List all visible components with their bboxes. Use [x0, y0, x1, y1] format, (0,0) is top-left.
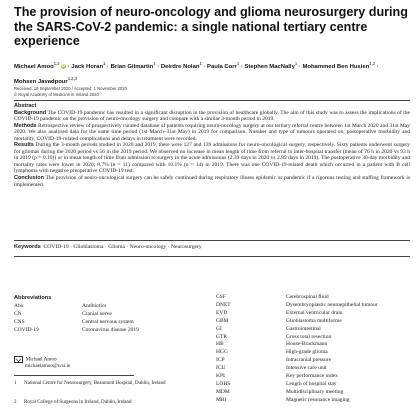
- abbreviation-term: CN: [14, 310, 22, 317]
- abbreviation-definition: Dysembryoplastic neuroepithelial tumour: [286, 301, 378, 308]
- author-affiliation-number: 1,2: [369, 61, 376, 66]
- abbreviation-definition: Gross total resection: [286, 333, 332, 340]
- divider-keywords-top: [14, 240, 410, 241]
- author[interactable]: [160, 61, 202, 70]
- author[interactable]: [110, 61, 156, 70]
- abbreviation-term: ICP: [216, 357, 225, 364]
- abbreviation-row: [216, 341, 378, 349]
- abstract-section-label: Results: [14, 142, 34, 149]
- correspondence-name: Michael Amoo: [25, 356, 57, 363]
- author-affiliation-number: 1: [103, 61, 106, 66]
- abstract-section: [14, 175, 410, 188]
- affiliation-text: Royal College of Surgeons in Ireland, Dublin, Ireland: [24, 400, 132, 405]
- author[interactable]: [302, 61, 376, 70]
- abstract-section-text: The COVID-19 pandemic has resulted in a significant disruption in the provision of healthcare globally. The aim of this study was to assess the implications of the COVID-19 pandemic on the provision of neuro-oncology surgery and compare with a similar 3-month period in 2019.: [14, 109, 410, 123]
- abbreviation-row: [216, 302, 378, 310]
- abstract-section-label: Methods: [14, 122, 37, 129]
- author-name[interactable]: Paula Corr: [207, 63, 237, 70]
- author-name[interactable]: Jack Horan: [71, 63, 104, 70]
- abstract-section-label: Background: [14, 109, 47, 116]
- abstract-section-label: Conclusion: [14, 175, 44, 182]
- article-dates: [14, 86, 127, 98]
- abbreviations-right-column: [216, 294, 378, 405]
- abbreviation-definition: Magnetic resonance imaging: [286, 396, 350, 403]
- abbreviation-row: [216, 294, 378, 302]
- abbreviation-definition: High-grade glioma: [286, 349, 328, 356]
- abbreviation-definition: External ventricular drain: [286, 309, 343, 316]
- keywords-label: Keywords: [14, 244, 41, 250]
- author-name[interactable]: Mohammed Ben Husien: [302, 63, 370, 70]
- abbreviation-definition: Intracranial pressure: [286, 357, 332, 364]
- author-affiliation-number: 1: [153, 61, 156, 66]
- keywords: [14, 244, 410, 251]
- abbreviation-term: MRI: [216, 396, 227, 403]
- abbreviation-term: ICU: [216, 365, 226, 372]
- abstract-section: [14, 110, 410, 123]
- abbreviation-term: Abx: [14, 303, 24, 309]
- abbreviation-term: CSF: [216, 294, 226, 300]
- abbreviation-row: [14, 311, 139, 319]
- abbreviation-definition: Cranial nerve: [82, 310, 112, 317]
- orcid-icon[interactable]: iD: [61, 63, 65, 68]
- abbreviation-row: [216, 397, 378, 405]
- keywords-list: COVID-19 · Glioblastoma · Glioma · Neuro-oncology · Neurosurgery: [43, 244, 202, 250]
- abstract-section-label: Abstract: [14, 103, 37, 109]
- abbreviation-definition: Coronavirus disease 2019: [82, 326, 139, 333]
- author[interactable]: [244, 61, 298, 70]
- abbreviation-row: [216, 357, 378, 365]
- author-affiliation-number: 1,2,3: [67, 75, 78, 81]
- abbreviation-definition: Length of hospital stay: [286, 380, 337, 387]
- keyword[interactable]: Neurosurgery: [170, 244, 202, 250]
- author-affiliation-number: 1: [236, 61, 240, 66]
- abbreviation-definition: House-Brackmann: [286, 341, 328, 348]
- author[interactable]: [71, 61, 106, 70]
- abbreviation-term: EVD: [216, 309, 228, 316]
- abbreviations-heading: Abbreviations: [14, 295, 52, 301]
- abbreviation-term: MDM: [216, 388, 230, 395]
- correspondence-email[interactable]: michaelamoo@rcsi.ie: [25, 363, 71, 370]
- abbreviation-row: [14, 303, 139, 311]
- keyword[interactable]: Glioma: [108, 244, 125, 250]
- abbreviation-row: [216, 349, 378, 357]
- abbreviation-row: [14, 319, 139, 327]
- affiliation-number: 1: [14, 381, 17, 386]
- abbreviation-definition: Glioblastoma multiforme: [286, 317, 342, 324]
- abstract-section-text: Retrospective review of prospectively curated database of patients requiring neuro-oncology surgery at our tertiary referral centre between 1st March 2020 and 31st May 2020. We also analysed data for the same time period (1st March–31st May) in 2019 for comparison. Number and type of tumours operated on, postoperative morbidity and mortality, COVID-19-related complications and delays in treatment were recorded.: [14, 122, 411, 142]
- abstract-section: [14, 142, 410, 175]
- abbreviation-definition: Key performance index: [286, 373, 338, 380]
- abbreviation-definition: Intensive care unit: [286, 365, 327, 372]
- abbreviation-term: HB: [216, 341, 224, 348]
- divider-keywords-bottom: [14, 256, 410, 257]
- author-name[interactable]: Stephen MacNally: [244, 63, 295, 70]
- abbreviation-term: COVID-19: [14, 326, 39, 333]
- keyword[interactable]: COVID-19: [43, 244, 69, 250]
- received-accepted-dates: Received: 18 September 2020 / Accepted: 1 November 2020: [14, 86, 127, 91]
- abstract: [14, 103, 410, 188]
- abbreviation-term: GI: [216, 325, 222, 332]
- correspondence: [14, 356, 204, 370]
- divider-top: [14, 100, 410, 101]
- abbreviation-row: [216, 365, 378, 373]
- abbreviation-row: [216, 373, 378, 381]
- abbreviation-row: [216, 334, 378, 342]
- abbreviation-row: [216, 381, 378, 389]
- abbreviation-definition: Central nervous system: [82, 318, 134, 325]
- abbreviation-term: CNS: [14, 318, 25, 325]
- abbreviation-term: GTR: [216, 333, 227, 340]
- abbreviation-row: [216, 389, 378, 397]
- abstract-section-text: During the 3-month periods studied in 2020 and 2019, there were 127 and 139 admissions for neuro-oncological surgery, respectively. Sixty patients underwent surgery for gliomas during the 2020 period vs 56 in the 2019 period. We observed no increase in mean length of time from referral to inter-hospital transfer (mean of 76 h in 2020 vs 93 h in 2019 (p = 0.10)) or in mean length of time from admission to surgery in the acute admissions (2.39 days in 2020 vs 2.89 days in 2019). The postoperative 30-day morbidity and mortality rates were lower in 2020; 8.7% (n = 11) compared with 10.1% (n = 14) in 2019. There was one COVID-19-related death which occurred in a patient with B cell lymphoma with negative preoperative COVID-19 test.: [14, 142, 411, 175]
- author[interactable]: [14, 61, 66, 70]
- abbreviation-term: KPI: [216, 373, 225, 380]
- abbreviation-row: [216, 326, 378, 334]
- keyword[interactable]: Glioblastoma: [73, 244, 104, 250]
- author[interactable]: [207, 61, 240, 70]
- article-title: The provision of neuro-oncology and glioma neurosurgery during the SARS-CoV-2 pandemic: a single national tertiary centre experience: [14, 5, 408, 48]
- abbreviation-term: DNET: [216, 301, 231, 308]
- copyright-notice: © Royal Academy of Medicine in Ireland 2020: [14, 92, 99, 97]
- abbreviation-definition: Multidisciplinary meeting: [286, 388, 344, 395]
- envelope-icon: [14, 356, 23, 363]
- abbreviation-row: [14, 327, 139, 335]
- author-list: Michael Amoo$^{1,2}$ iD · Jack Horan$^1$ · Brian Gilmartin$^1$ · Deirdre Nolan$^1$ · Paula Corr$^1$ · Stephen MacNally$^1$ · Mohammed Ben Husien$^{1,2}$ · Mohsen Javadpour$^{1,2,3}$: [14, 61, 379, 85]
- author-affiliation-number: 1,2: [53, 61, 60, 66]
- author[interactable]: [14, 75, 78, 85]
- author-affiliation-number: 1: [294, 61, 298, 66]
- abbreviation-term: HGG: [216, 349, 228, 356]
- affiliation-number: 2: [14, 400, 17, 405]
- divider-affiliations: [14, 375, 134, 376]
- keyword[interactable]: Neuro-oncology: [129, 244, 167, 250]
- affiliation: [14, 400, 204, 406]
- abstract-section-text: The provision of neuro-oncological surgery can be safely continued during respiratory illness epidemic or pandemic if a rigorous testing and staffing framework is implemented.: [14, 175, 410, 188]
- abbreviation-definition: Antibiotics: [82, 303, 107, 309]
- abbreviation-row: [216, 318, 378, 326]
- author-name[interactable]: Brian Gilmartin: [110, 63, 154, 70]
- affiliation: [14, 381, 204, 387]
- abbreviation-definition: Cerebrospinal fluid: [286, 294, 329, 300]
- author-name[interactable]: Deirdre Nolan: [160, 63, 200, 70]
- abbreviations-left-column: [14, 303, 139, 335]
- author-name[interactable]: Mohsen Javadpour: [14, 78, 68, 85]
- author-affiliation-number: 1: [199, 61, 202, 66]
- abbreviation-term: LOHS: [216, 380, 231, 387]
- abstract-section: [14, 123, 410, 143]
- abbreviation-term: GBM: [216, 317, 229, 324]
- abbreviation-definition: Gastrointestinal: [286, 325, 321, 332]
- abbreviation-row: [216, 310, 378, 318]
- author-name[interactable]: Michael Amoo: [14, 63, 54, 70]
- affiliation-text: National Centre for Neurosurgery, Beaumont Hospital, Dublin, Ireland: [24, 381, 166, 386]
